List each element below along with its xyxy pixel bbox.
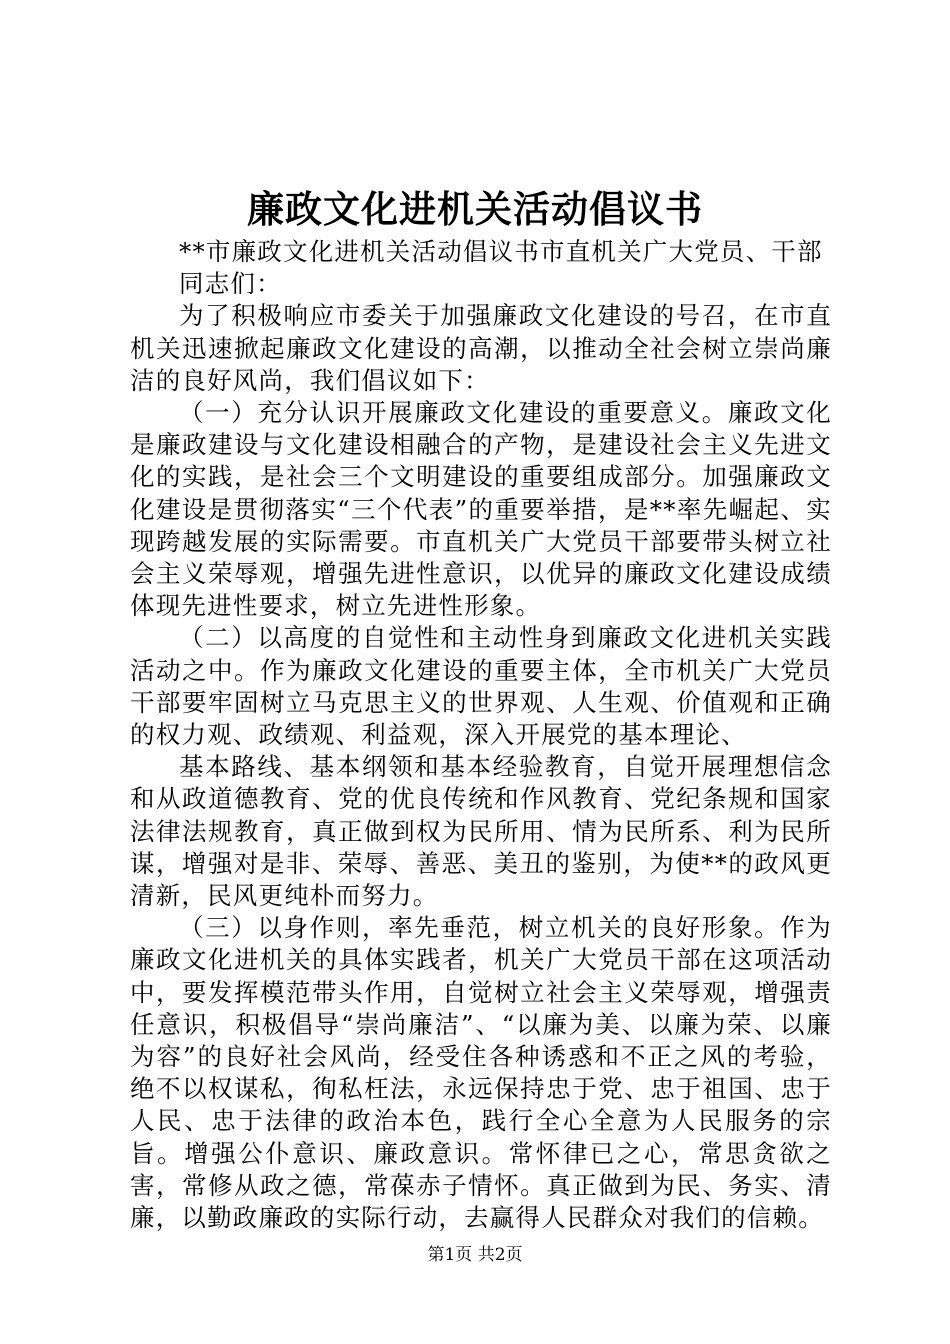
- paragraph-point-2-continued: 基本路线、基本纲领和基本经验教育，自觉开展理想信念和从政道德教育、党的优良传统和作风教育、党纪条规和国家法律法规教育，真正做到权为民所用、情为民所系、利为民所谋，增强对是非、荣辱、善恶、美丑的鉴别，为使**的政风更清新，民风更纯朴而努力。: [130, 752, 832, 911]
- paragraph-point-1: （一）充分认识开展廉政文化建设的重要意义。廉政文化是廉政建设与文化建设相融合的产物，是建设社会主义先进文化的实践，是社会三个文明建设的重要组成部分。加强廉政文化建设是贯彻落实“三个代表”的重要举措，是**率先崛起、实现跨越发展的实际需要。市直机关广大党员干部要带头树立社会主义荣辱观，增强先进性意识，以优异的廉政文化建设成绩体现先进性要求，树立先进性形象。: [130, 398, 832, 621]
- intro-line: **市廉政文化进机关活动倡议书市直机关广大党员、干部: [179, 237, 823, 266]
- paragraph-point-3: （三）以身作则，率先垂范，树立机关的良好形象。作为廉政文化进机关的具体实践者，机关广大党员干部在这项活动中，要发挥模范带头作用，自觉树立社会主义荣辱观，增强责任意识，积极倡导“崇尚廉洁”、“以廉为美、以廉为荣、以廉为容”的良好社会风尚，经受住各种诱惑和不正之风的考验，绝不以权谋私，徇私枉法，永远保持忠于党、忠于祖国、忠于人民、忠于法律的政治本色，践行全心全意为人民服务的宗旨。增强公仆意识、廉政意识。常怀律已之心，常思贪欲之害，常修从政之德，常葆赤子情怀。真正做到为民、务实、清廉，以勤政廉政的实际行动，去赢得人民群众对我们的信赖。: [130, 913, 832, 1233]
- document-title: 廉政文化进机关活动倡议书: [247, 187, 703, 231]
- salutation: 同志们：: [179, 269, 282, 299]
- document-body: [130, 236, 832, 1234]
- page-number-footer: 第1页 共2页: [427, 1245, 523, 1265]
- paragraph-point-2: （二）以高度的自觉性和主动性身到廉政文化进机关实践活动之中。作为廉政文化建设的重要主体，全市机关广大党员干部要牢固树立马克思主义的世界观、人生观、价值观和正确的权力观、政绩观、利益观，深入开展党的基本理论、: [130, 623, 832, 750]
- paragraph-preamble: 为了积极响应市委关于加强廉政文化建设的号召，在市直机关迅速掀起廉政文化建设的高潮，以推动全社会树立崇尚廉洁的良好风尚，我们倡议如下：: [130, 301, 832, 395]
